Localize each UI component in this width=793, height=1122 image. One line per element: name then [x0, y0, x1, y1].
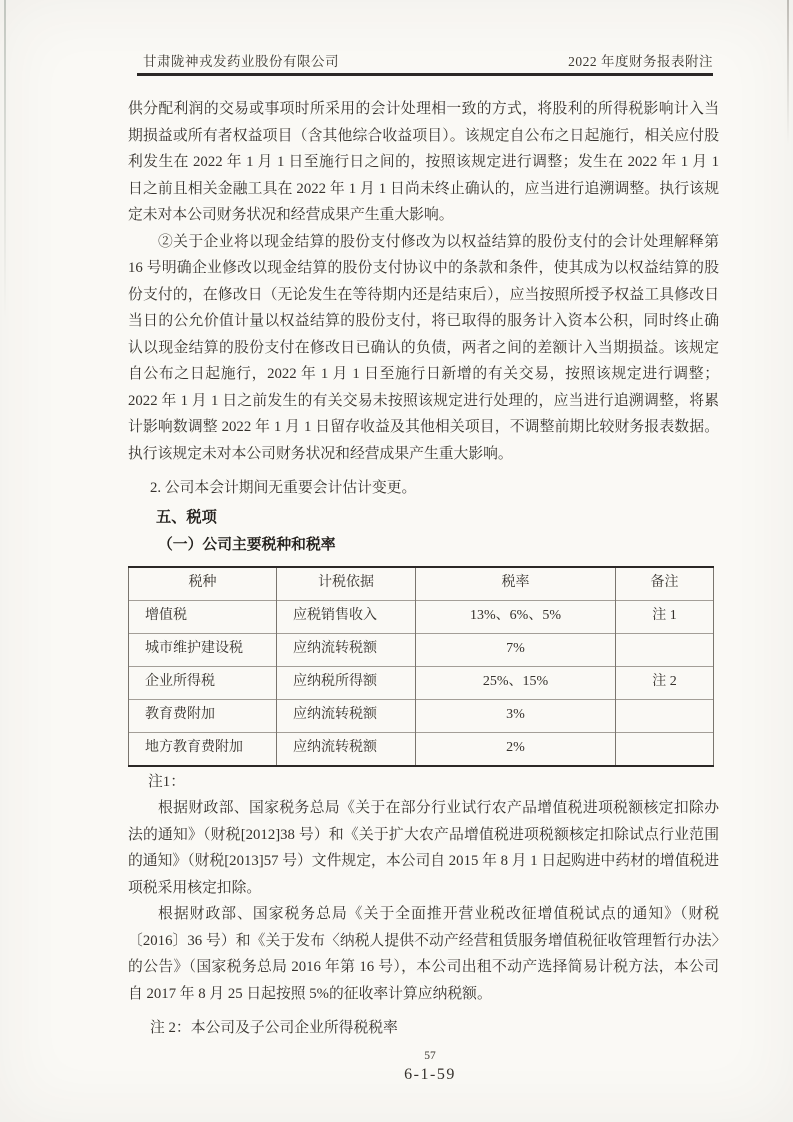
scan-edge-artifact-left [4, 0, 6, 320]
document-body [128, 96, 719, 1042]
table-cell: 城市维护建设税 [129, 633, 277, 666]
table-header-row [129, 567, 714, 601]
table-row-corporate-income-tax [129, 666, 714, 699]
paragraph-dividend-tax-policy: 供分配利润的交易或事项时所采用的会计处理相一致的方式，将股利的所得税影响计入当期损益或所有者权益项目（含其他综合收益项目）。该规定自公布之日起施行，相关应付股利发生在 2022 年 1 月 1 日至施行日之间的，按照该规定进行调整；发生在 2022 年 1 月 1 日之前且相关金融工具在 2022 年 1 月 1 日尚未终止确认的，应当进行追溯调整。执行该规定未对本公司财务状况和经营成果产生重大影响。 [128, 101, 719, 223]
table-cell: 应纳流转税额 [277, 633, 416, 666]
section-heading-taxes: 五、税项 [156, 508, 217, 526]
table-cell: 应税销售收入 [277, 600, 416, 633]
header-rule [137, 73, 713, 76]
paragraph-no-estimate-change: 2. 公司本会计期间无重要会计估计变更。 [150, 480, 417, 496]
company-name: 甘肃陇神戎发药业股份有限公司 [143, 54, 339, 69]
table-cell: 注 2 [616, 666, 714, 699]
table-header-tax-basis: 计税依据 [277, 567, 416, 601]
scan-edge-artifact-right [787, 0, 789, 145]
table-cell: 3% [416, 699, 616, 732]
table-header-remark: 备注 [616, 567, 714, 601]
table-cell: 增值税 [129, 600, 277, 633]
table-cell [616, 633, 714, 666]
table-cell: 应纳流转税额 [277, 732, 416, 766]
doc-page-code: 6-1-59 [404, 1066, 456, 1083]
tax-rate-table [128, 566, 714, 767]
table-cell: 2% [416, 732, 616, 766]
paragraph-share-payment-interpretation: ②关于企业将以现金结算的股份支付修改为以权益结算的股份支付的会计处理解释第 16 号明确企业修改以现金结算的股份支付协议中的条款和条件，使其成为以权益结算的股份支付的，在修改日（无论发生在等待期内还是结束后），应当按照所授予权益工具修改日当日的公允价值计量以权益结算的股份支付，将已取得的服务计入资本公积，同时终止确认以现金结算的股份支付在修改日已确认的负债，两者之间的差额计入当期损益。该规定自公布之日起施行，2022 年 1 月 1 日至施行日新增的有关交易，按照该规定进行调整； 2022 年 1 月 1 日之前发生的有关交易未按照该规定进行处理的，应当进行追溯调整，将累计影响数调整 2022 年 1 月 1 日留存收益及其他相关项目，不调整前期比较财务报表数据。执行该规定未对本公司财务状况和经营成果产生重大影响。 [128, 233, 719, 462]
subsection-heading-main-taxes: （一）公司主要税种和税率 [158, 537, 336, 553]
table-cell: 注 1 [616, 600, 714, 633]
table-cell [616, 732, 714, 766]
note2-line: 注 2：本公司及子公司企业所得税税率 [150, 1020, 398, 1036]
table-row-education-surcharge [129, 699, 714, 732]
table-cell: 企业所得税 [129, 666, 277, 699]
table-cell: 教育费附加 [129, 699, 277, 732]
table-cell: 应纳税所得额 [277, 666, 416, 699]
page-header [137, 50, 713, 70]
note1-paragraph-property-lease-vat: 根据财政部、国家税务总局《关于全面推开营业税改征增值税试点的通知》（财税〔2016〕36 号）和《关于发布〈纳税人提供不动产经营租赁服务增值税征收管理暂行办法〉的公告》（国家税务总局 2016 年第 16 号），本公司出租不动产选择简易计税方法，本公司自 2017 年 8 月 25 日起按照 5%的征收率计算应纳税额。 [128, 906, 719, 1002]
report-title: 2022 年度财务报表附注 [568, 54, 713, 69]
page-number: 57 [424, 1050, 436, 1062]
table-row-vat [129, 600, 714, 633]
note1-paragraph-agricultural-vat: 根据财政部、国家税务总局《关于在部分行业试行农产品增值税进项税额核定扣除办法的通知》（财税[2012]38 号）和《关于扩大农产品增值税进项税额核定扣除试点行业范围的通知》（财税[2013]57 号）文件规定，本公司自 2015 年 8 月 1 日起购进中药材的增值税进项税采用核定扣除。 [128, 800, 719, 896]
table-cell: 25%、15% [416, 666, 616, 699]
table-cell: 应纳流转税额 [277, 699, 416, 732]
table-header-tax-type: 税种 [129, 567, 277, 601]
table-cell: 13%、6%、5% [416, 600, 616, 633]
table-cell [616, 699, 714, 732]
table-cell: 7% [416, 633, 616, 666]
table-row-local-education-surcharge [129, 732, 714, 766]
note1-label: 注1： [148, 773, 185, 790]
table-row-urban-maintenance-tax [129, 633, 714, 666]
table-cell: 地方教育费附加 [129, 732, 277, 766]
table-header-tax-rate: 税率 [416, 567, 616, 601]
